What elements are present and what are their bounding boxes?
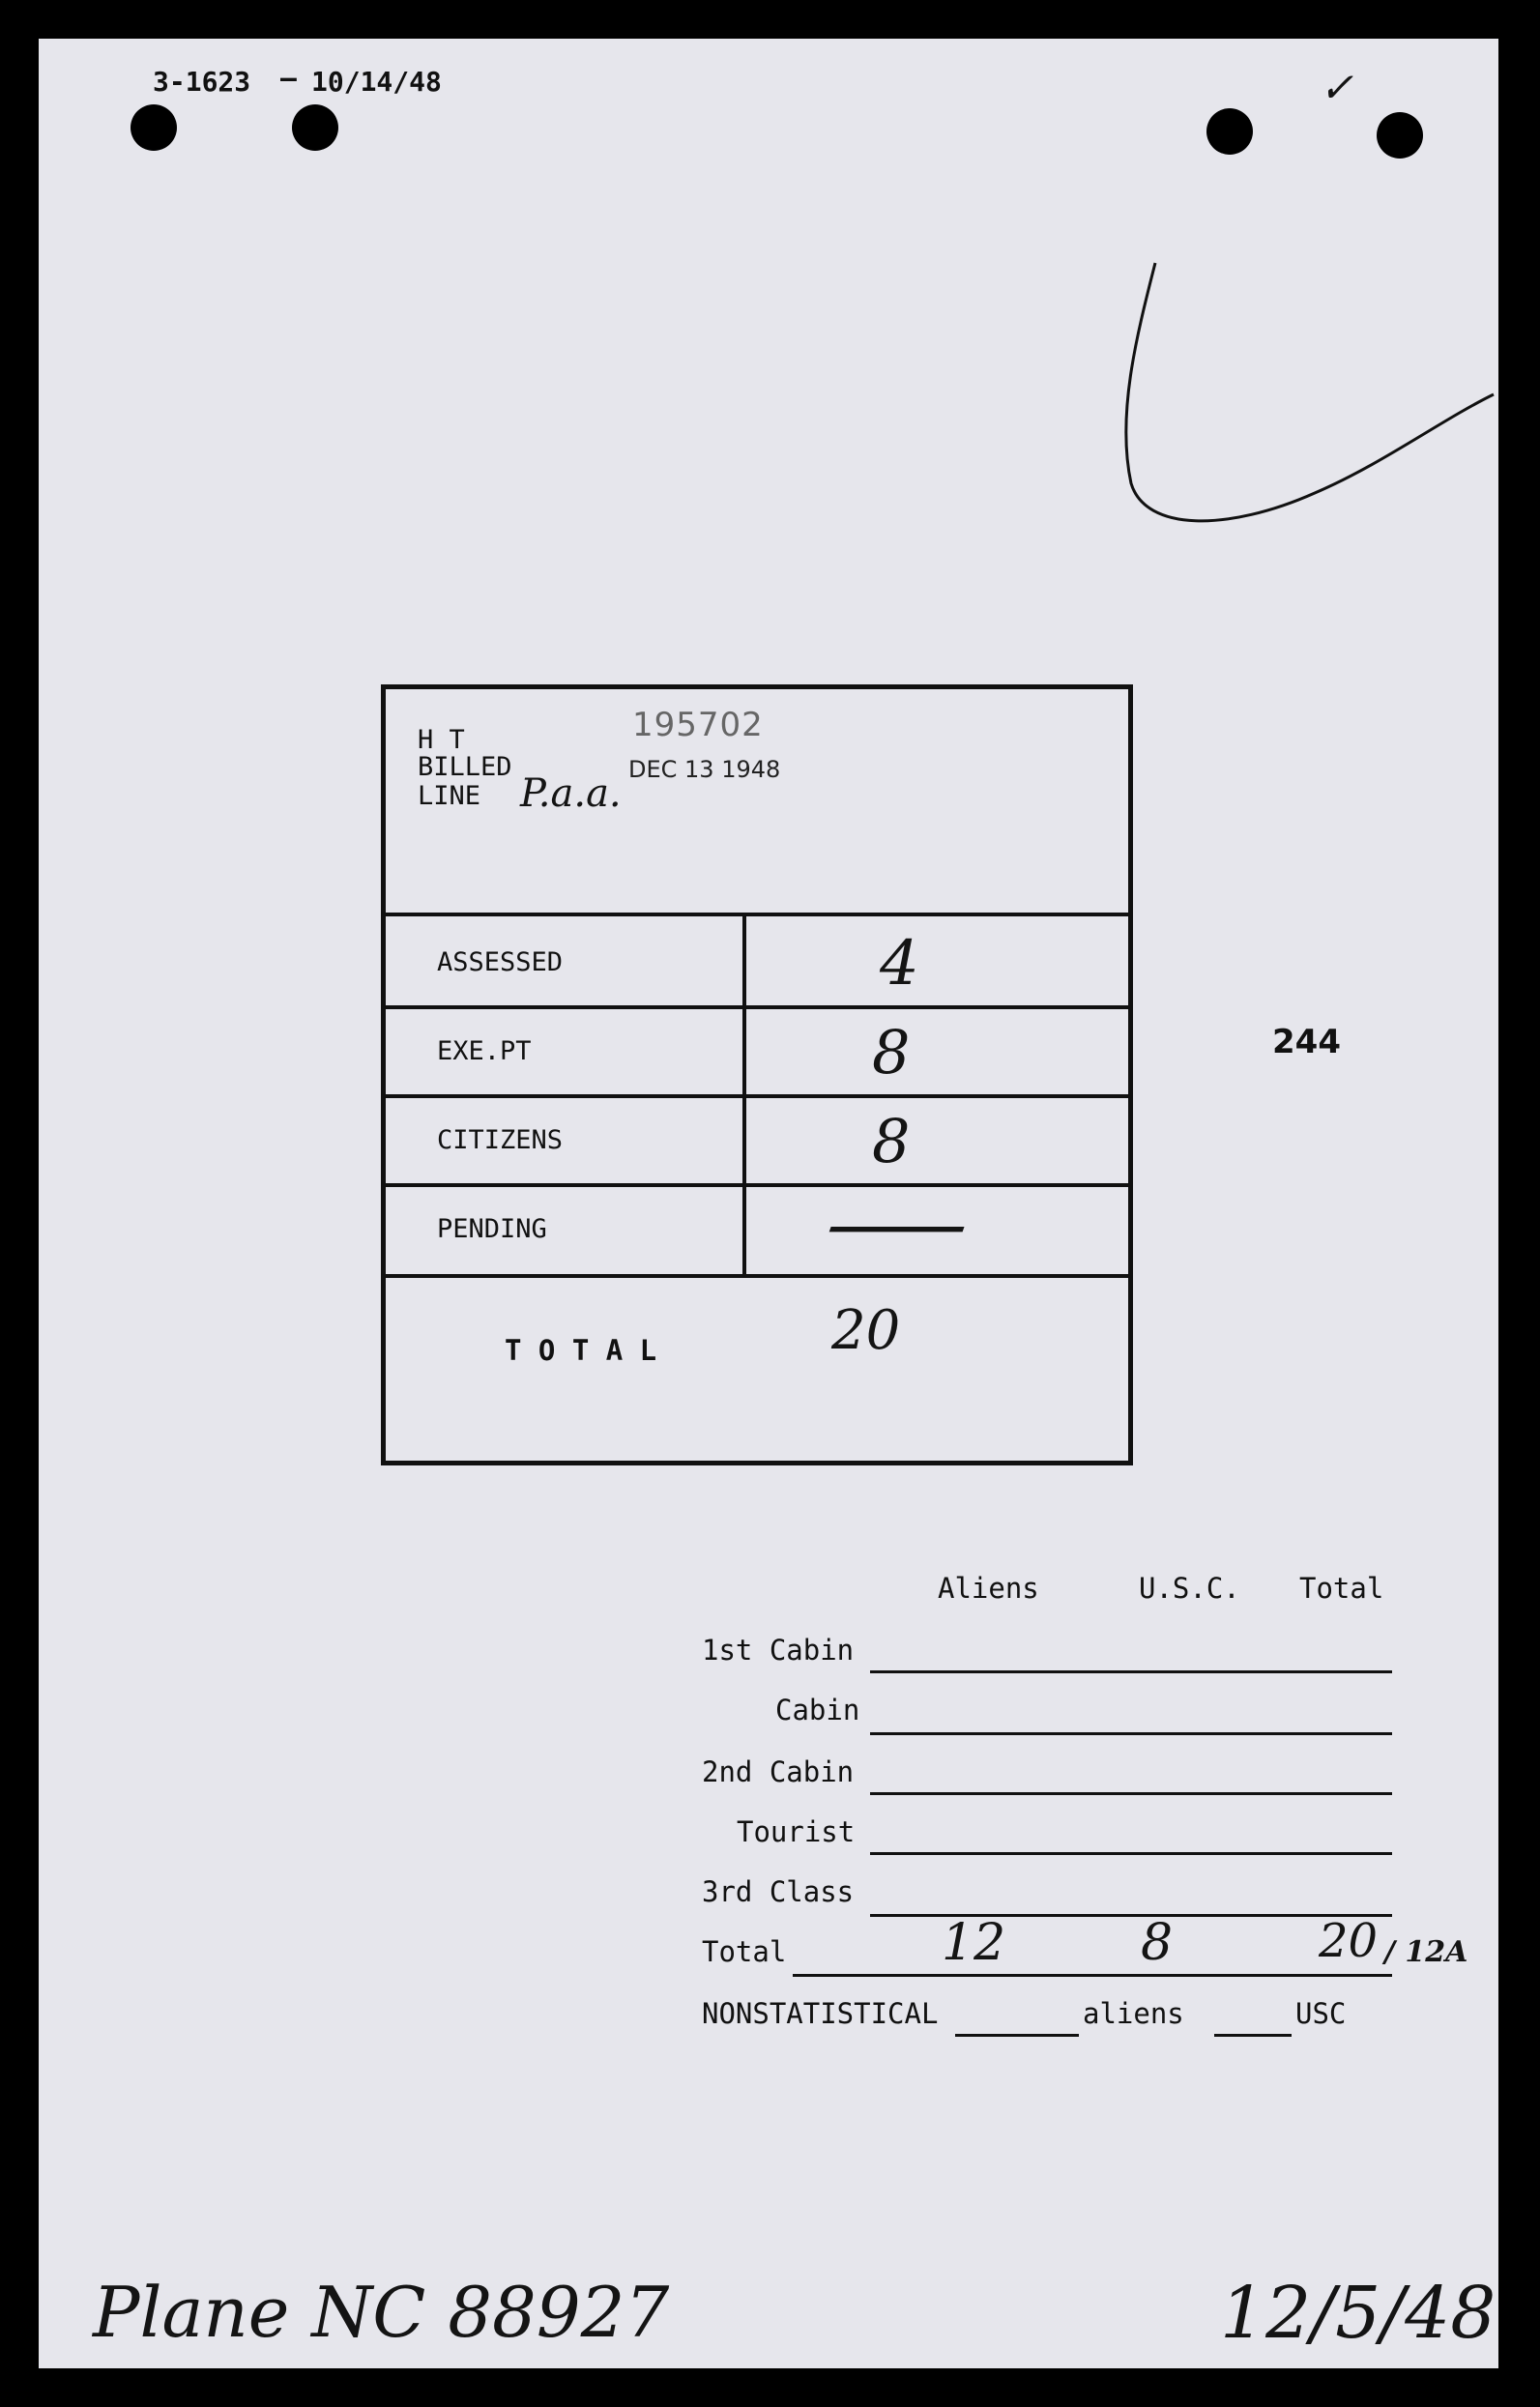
fill-line — [793, 1974, 1392, 1977]
pending-value: — — [824, 1175, 971, 1270]
ht-label: H T — [418, 725, 465, 755]
nonstatistical-label: NONSTATISTICAL — [702, 1997, 939, 2030]
file-number: 3-1623 — [153, 66, 251, 98]
plane-number: Plane NC 88927 — [93, 2272, 670, 2353]
pending-label: PENDING — [437, 1214, 547, 1244]
line-value: P.a.a. — [520, 771, 622, 816]
column-header-usc: U.S.C. — [1139, 1572, 1240, 1605]
header-dash: — — [280, 62, 297, 94]
document-sheet — [39, 39, 1498, 2368]
fill-line — [870, 1670, 1392, 1673]
total-usc-value: 8 — [1141, 1914, 1174, 1972]
total-aliens-value: 12 — [942, 1914, 1006, 1972]
row-divider — [381, 1005, 1133, 1009]
row-label-cabin: Cabin — [775, 1694, 860, 1726]
punch-hole — [131, 104, 177, 151]
total-value: 20 — [831, 1299, 901, 1362]
assessed-value: 4 — [880, 928, 919, 1000]
total-total-value: 20 — [1319, 1914, 1379, 1968]
row-label-total: Total — [702, 1935, 787, 1968]
column-header-aliens: Aliens — [938, 1572, 1039, 1605]
citizens-label: CITIZENS — [437, 1125, 564, 1155]
column-header-total: Total — [1299, 1572, 1384, 1605]
row-label-3rd-class: 3rd Class — [702, 1875, 855, 1908]
line-label: LINE — [418, 781, 481, 811]
row-label-2nd-cabin: 2nd Cabin — [702, 1755, 855, 1788]
row-divider — [381, 1274, 1133, 1278]
row-label-1st-cabin: 1st Cabin — [702, 1634, 855, 1667]
billed-label: BILLED — [418, 752, 512, 782]
footer-date: 12/5/48 — [1220, 2272, 1496, 2355]
fill-line — [1214, 2034, 1292, 2037]
fill-line — [870, 1792, 1392, 1795]
total-annotation: / 12A — [1384, 1935, 1468, 1969]
exempt-value: 8 — [872, 1017, 911, 1088]
assessed-label: ASSESSED — [437, 947, 564, 977]
fill-line — [955, 2034, 1079, 2037]
page-number: 244 — [1272, 1023, 1341, 1061]
exempt-label: EXE.PT — [437, 1036, 532, 1066]
fill-line — [870, 1852, 1392, 1855]
check-mark-icon — [1112, 251, 1498, 561]
citizens-value: 8 — [872, 1106, 911, 1176]
stamp-date: DEC 13 1948 — [628, 756, 781, 783]
tax-summary-box — [381, 684, 1133, 1465]
total-label: T O T A L — [505, 1334, 657, 1367]
punch-hole — [292, 104, 338, 151]
corner-check-mark: ✓ — [1320, 64, 1354, 111]
nonstat-aliens-label: aliens — [1083, 1997, 1184, 2030]
punch-hole — [1206, 108, 1253, 155]
column-divider — [742, 913, 746, 1278]
nonstat-usc-label: USC — [1295, 1997, 1347, 2030]
punch-hole — [1377, 112, 1423, 159]
row-divider — [381, 913, 1133, 916]
row-divider — [381, 1094, 1133, 1098]
row-divider — [381, 1183, 1133, 1187]
header-date: 10/14/48 — [311, 66, 442, 98]
stamp-serial: 195702 — [632, 706, 764, 744]
row-label-tourist: Tourist — [737, 1815, 856, 1848]
fill-line — [870, 1732, 1392, 1735]
